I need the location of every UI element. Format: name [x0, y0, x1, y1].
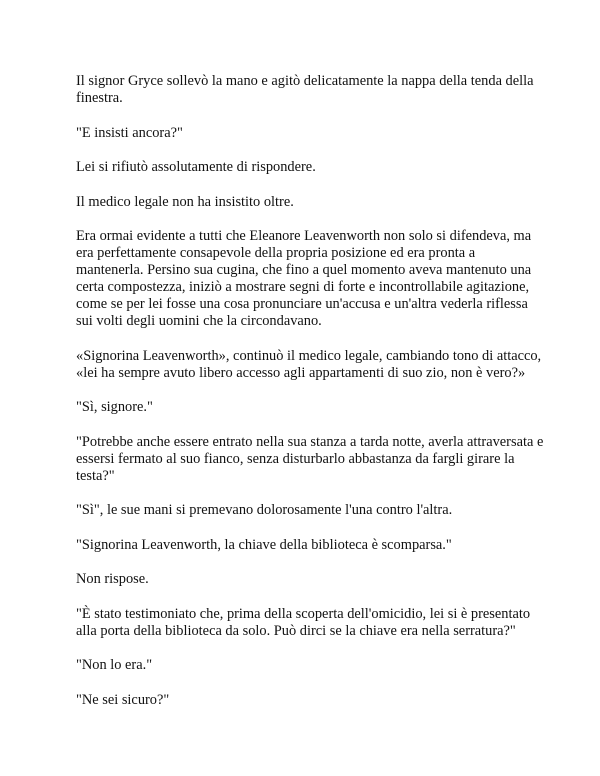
paragraph: "Sì, signore." — [76, 399, 153, 415]
document-body — [76, 64, 546, 726]
paragraph: Il signor Gryce sollevò la mano e agitò delicatamente la nappa della tenda della finestra. — [76, 73, 534, 106]
paragraph: "E insisti ancora?" — [76, 124, 183, 141]
paragraph: "Ne sei sicuro?" — [76, 691, 170, 708]
paragraph: «Signorina Leavenworth», continuò il medico legale, cambiando tono di attacco, «lei ha sempre avuto libero accesso agli appartamenti di suo zio, non è vero?» — [76, 347, 542, 381]
paragraph: "Signorina Leavenworth, la chiave della biblioteca è scomparsa." — [76, 536, 452, 553]
paragraph: Non rispose. — [76, 571, 149, 587]
paragraph: Il medico legale non ha insistito oltre. — [76, 193, 294, 210]
paragraph: "Potrebbe anche essere entrato nella sua stanza a tarda notte, averla attraversata e essersi fermato al suo fianco, senza disturbarlo abbastanza da fargli girare la testa?" — [76, 433, 544, 484]
paragraph: Era ormai evidente a tutti che Eleanore Leavenworth non solo si difendeva, ma era perfettamente consapevole della propria posizione ed era pronta a mantenerla. Persino sua cugina, che fino a quel momento aveva mantenuto una certa compostezza, iniziò a mostrare segni di forte e incontrollabile agitazione, come se per lei fosse una cosa pronunciare un'accusa e un'altra vederla riflessa sui volti degli uomini che la circondavano. — [76, 228, 532, 329]
paragraph: "Sì", le sue mani si premevano dolorosamente l'una contro l'altra. — [76, 502, 453, 518]
paragraph: "Non lo era." — [76, 657, 153, 673]
paragraph: Lei si rifiutò assolutamente di rispondere. — [76, 159, 316, 175]
paragraph: "È stato testimoniato che, prima della scoperta dell'omicidio, lei si è presentato alla porta della biblioteca da solo. Può dirci se la chiave era nella serratura?" — [76, 605, 531, 639]
